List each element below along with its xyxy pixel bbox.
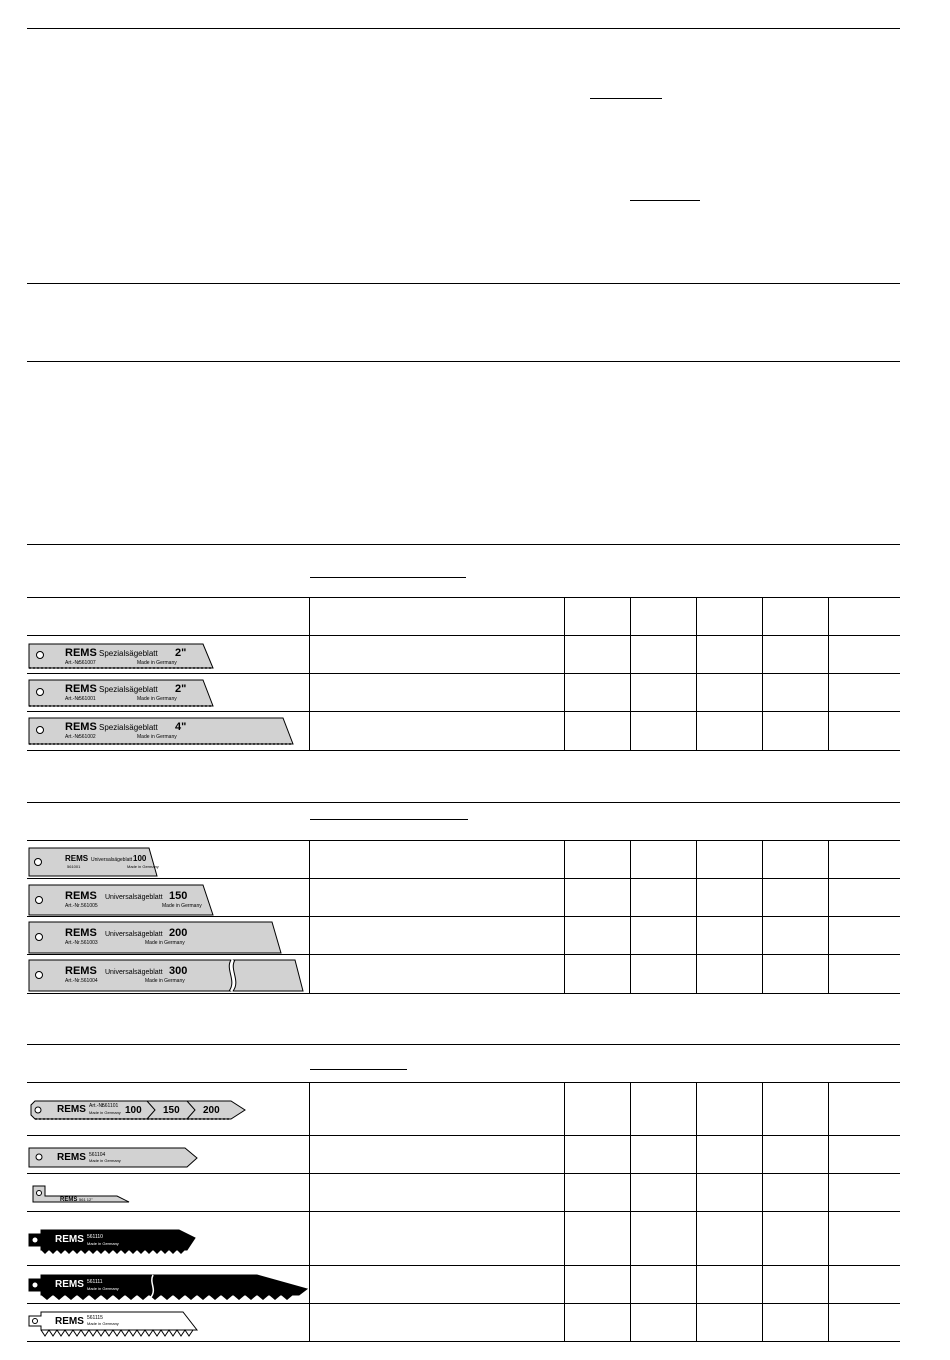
- art-number: 561110: [87, 1234, 103, 1240]
- brand-label: REMS: [65, 647, 97, 659]
- heading-underline-universal: [310, 819, 468, 820]
- special-blades-table: [27, 597, 900, 749]
- art-number: 561115: [87, 1315, 103, 1321]
- section-rule-5: [27, 1044, 900, 1045]
- universal-blade-150: [27, 882, 227, 916]
- blade-name: Universalsägeblatt: [105, 931, 163, 938]
- brand-label: REMS: [55, 1279, 84, 1290]
- universal-blade-100: [27, 844, 167, 878]
- blade-size: 150: [169, 890, 188, 902]
- top-rule: [27, 28, 900, 29]
- black-blade-561110: [27, 1224, 207, 1256]
- table-row: [27, 1303, 900, 1342]
- made-in: Made in Germany: [145, 940, 185, 946]
- other-blades-table: [27, 1082, 900, 1340]
- brand-label: REMS: [65, 965, 97, 977]
- made-in: Made in Germany: [145, 978, 185, 984]
- blade-size: 4": [175, 721, 187, 733]
- blade-name: Spezialsägeblatt: [99, 649, 158, 658]
- made-in: Made in Germany: [87, 1286, 119, 1291]
- blade-561104: [27, 1142, 207, 1170]
- underline-2: [630, 200, 700, 201]
- table-row: [27, 1135, 900, 1174]
- table-row: [27, 878, 900, 917]
- special-blade-2in-b: [27, 676, 227, 710]
- art-prefix: Art.-Nr.: [65, 978, 81, 984]
- art-prefix: Art.-Nr.: [65, 903, 81, 909]
- table-row: [27, 673, 900, 712]
- art-number: 561104: [89, 1152, 106, 1158]
- made-in: Made in Germany: [89, 1110, 121, 1115]
- made-in: Made in Germany: [137, 734, 177, 740]
- black-blade-561111: [27, 1269, 309, 1301]
- brand-label: REMS: [55, 1316, 84, 1327]
- art-number: 561003: [81, 940, 98, 946]
- section-rule-1: [27, 283, 900, 284]
- section-rule-2: [27, 361, 900, 362]
- brand-label: REMS: [65, 927, 97, 939]
- art-prefix: Art.-Nr.: [89, 1103, 105, 1109]
- table-row: [27, 1211, 900, 1266]
- art-prefix: Art.-Nr.: [65, 696, 81, 702]
- table-row: [27, 1173, 900, 1212]
- art-number: 561005: [81, 903, 98, 909]
- toothed-blade-561115: [27, 1308, 207, 1340]
- multi-length-blade: [27, 1095, 257, 1125]
- blade-name: Spezialsägeblatt: [99, 723, 158, 732]
- blade-size: 2": [175, 647, 187, 659]
- blade-name: Universalsägeblatt: [91, 857, 133, 863]
- blade-size: 200: [169, 927, 188, 939]
- brand-label: REMS: [60, 1197, 78, 1203]
- art-number: 561001: [67, 864, 81, 869]
- made-in: Made in Germany: [87, 1241, 119, 1246]
- art-prefix: Art.-Nr.: [65, 734, 81, 740]
- art-number: 561101: [102, 1103, 119, 1109]
- table-row: [27, 954, 900, 994]
- table-row: [27, 840, 900, 879]
- made-in: Made in Germany: [137, 660, 177, 666]
- brand-label: REMS: [65, 683, 97, 695]
- blade-name: Universalsägeblatt: [105, 969, 163, 976]
- brand-label: REMS: [65, 890, 97, 902]
- table-row: [27, 1082, 900, 1136]
- section-rule-3: [27, 544, 900, 545]
- heading-underline-other: [310, 1069, 407, 1070]
- brand-label: REMS: [65, 854, 89, 863]
- brand-label: REMS: [57, 1152, 86, 1163]
- brand-label: REMS: [65, 721, 97, 733]
- art-number: 561111: [87, 1279, 103, 1285]
- underline-1: [590, 98, 662, 99]
- brand-label: REMS: [57, 1104, 86, 1115]
- blade-size: 200: [203, 1105, 220, 1116]
- made-in: Made in Germany: [162, 903, 202, 909]
- section-rule-4: [27, 802, 900, 803]
- universal-blade-300: [27, 957, 307, 993]
- table-row: [27, 1265, 900, 1304]
- special-blade-2in-a: [27, 638, 227, 672]
- blade-size: 2": [175, 683, 187, 695]
- art-prefix: Art.-Nr.: [65, 940, 81, 946]
- universal-blades-table: [27, 840, 900, 992]
- table-row: [27, 711, 900, 751]
- blade-size: 150: [163, 1105, 180, 1116]
- made-in: Made in Germany: [87, 1321, 119, 1326]
- special-blade-4in: [27, 714, 297, 748]
- art-number: 561007: [79, 660, 96, 666]
- brand-label: REMS: [55, 1234, 84, 1245]
- heading-underline-special: [310, 577, 466, 578]
- universal-blade-200: [27, 919, 292, 955]
- table-row: [27, 916, 900, 955]
- art-number: 561001: [79, 696, 96, 702]
- blade-size: 100: [125, 1105, 142, 1116]
- made-in: Made in Germany: [137, 696, 177, 702]
- made-in: Made in Germany: [89, 1158, 121, 1163]
- art-prefix: Art.-Nr.: [65, 660, 81, 666]
- art-number: 561002: [79, 734, 96, 740]
- blade-name: Spezialsägeblatt: [99, 685, 158, 694]
- blade-12in: [27, 1182, 137, 1208]
- table-header-row: [27, 597, 900, 636]
- blade-size: 100: [133, 854, 147, 863]
- blade-size: 300: [169, 965, 188, 977]
- made-in: Made in Germany: [127, 864, 159, 869]
- art-number: 561 12": [79, 1197, 93, 1202]
- art-number: 561004: [81, 978, 98, 984]
- blade-name: Universalsägeblatt: [105, 894, 163, 901]
- table-row: [27, 635, 900, 674]
